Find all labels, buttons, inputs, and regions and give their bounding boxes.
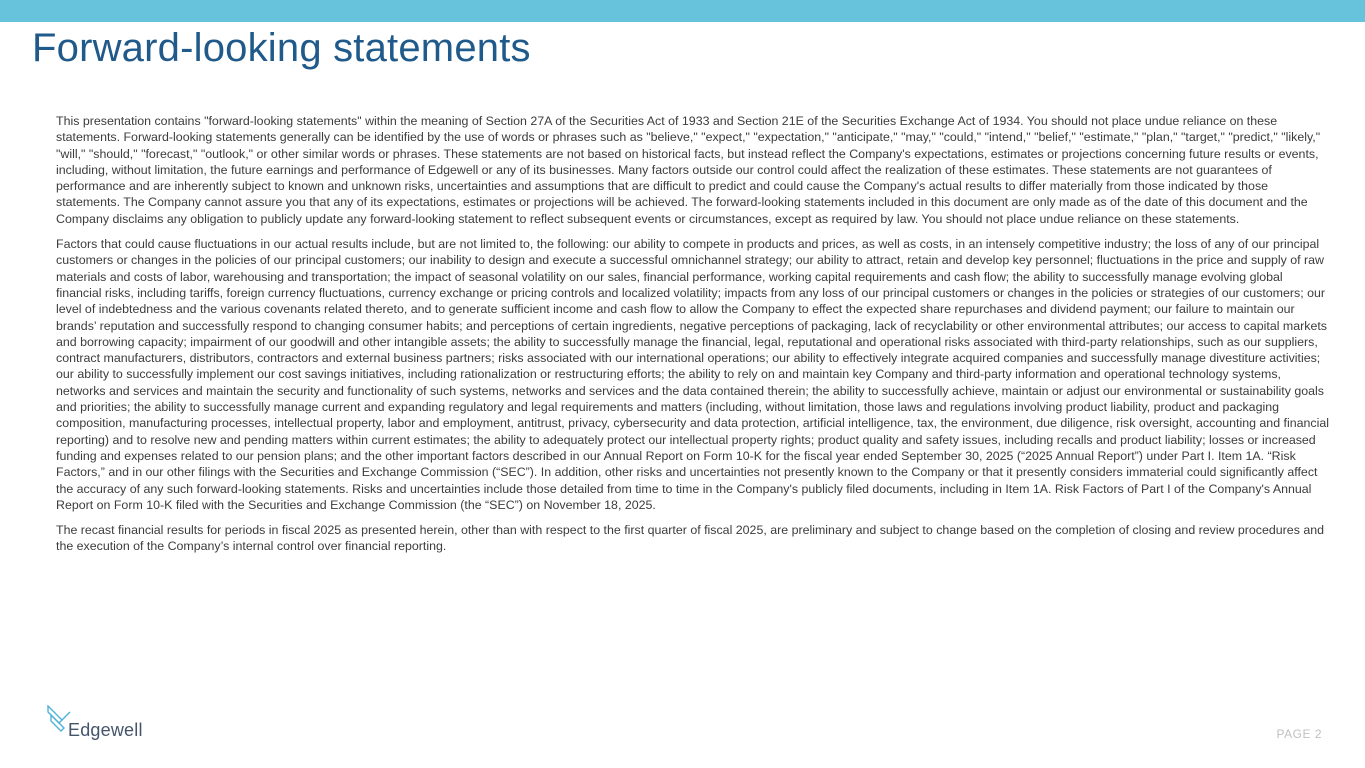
paragraph-forward-looking: This presentation contains "forward-looking statements" within the meaning of Section 27A of the Securities Act of 1933 and Section 21E of the Securities Exchange Act of 1934. You should not place undue reliance on these statements. Forward-looking statements generally can be identified by the use of words or phrases such as "believe," "expect," "expectation," "anticipate," "may," "could," "intend," "belief," "estimate," "plan," "target," "predict," "likely," "will," "should," "forecast," "outlook," or other similar words or phrases. These statements are not based on historical facts, but instead reflect the Company's expectations, estimates or projections concerning future results or events, including, without limitation, the future earnings and performance of Edgewell or any of its businesses. Many factors outside our control could affect the realization of these estimates. These statements are not guarantees of performance and are inherently subject to known and unknown risks, uncertainties and assumptions that are difficult to predict and could cause the Company's actual results to differ materially from those indicated by those statements. The Company cannot assure you that any of its expectations, estimates or projections will be achieved. The forward-looking statements included in this document are only made as of the date of this document and the Company disclaims any obligation to publicly update any forward-looking statement to reflect subsequent events or circumstances, except as required by law. You should not place undue reliance on these statements. xyxy=(56,114,1321,226)
paragraph-risk-factors: Factors that could cause fluctuations in our actual results include, but are not limited to, the following: our ability to compete in products and prices, as well as costs, in an intensely competitive industry; the loss of any of our principal customers or changes in the policies of our principal customers; our inability to design and execute a successful omnichannel strategy; our ability to attract, retain and develop key personnel; fluctuations in the price and supply of raw materials and costs of labor, warehousing and transportation; the impact of seasonal volatility on our sales, financial performance, working capital requirements and cash flow; the ability to successfully manage evolving global financial risks, including tariffs, foreign currency fluctuations, currency exchange or pricing controls and localized volatility; impacts from any loss of our principal customers or changes in the policies or strategies of our customers; our level of indebtedness and the various covenants related thereto, and to generate sufficient income and cash flow to allow the Company to effect the expected share repurchases and dividend payment; our failure to maintain our brands’ reputation and successfully respond to changing consumer habits; and perceptions of certain ingredients, negative perceptions of packaging, lack of recyclability or other environmental attributes; our access to capital markets and borrowing capacity; impairment of our goodwill and other intangible assets; the ability to successfully manage the financial, legal, reputational and operational risks associated with third-party relationships, such as our suppliers, contract manufacturers, distributors, contractors and external business partners; risks associated with our international operations; our ability to effectively integrate acquired companies and successfully manage divestiture activities; our ability to successfully implement our cost savings initiatives, including rationalization or restructuring efforts; the ability to rely on and maintain key Company and third-party information and operational technology systems, networks and services and maintain the security and functionality of such systems, networks and services and the data contained therein; the ability to successfully achieve, maintain or adjust our environmental or sustainability goals and priorities; the ability to successfully manage current and expanding regulatory and legal requirements and matters (including, without limitation, those laws and regulations involving product liability, product and packaging composition, manufacturing processes, intellectual property, labor and employment, antitrust, privacy, cybersecurity and data protection, artificial intelligence, tax, the environment, due diligence, risk oversight, accounting and financial reporting) and to resolve new and pending matters within current estimates; the ability to adequately protect our intellectual property rights; product quality and safety issues, including recalls and product liability; losses or increased funding and expenses related to our pension plans; and the other important factors described in our Annual Report on Form 10-K for the fiscal year ended September 30, 2025 (“2025 Annual Report”) under Part I. Item 1A. “Risk Factors,” and in our other filings with the Securities and Exchange Commission (“SEC”). In addition, other risks and uncertainties not presently known to the Company or that it presently considers immaterial could significantly affect the accuracy of any such forward-looking statements. Risks and uncertainties include those detailed from time to time in the Company's publicly filed documents, including in Item 1A. Risk Factors of Part I of the Company's Annual Report on Form 10-K filed with the Securities and Exchange Commission (the “SEC”) on November 18, 2025. xyxy=(56,237,1329,512)
slide-body xyxy=(56,113,1331,564)
paragraph-recast-results: The recast financial results for periods in fiscal 2025 as presented herein, other than with respect to the first quarter of fiscal 2025, are preliminary and subject to change based on the completion of closing and review procedures and the execution of the Company’s internal control over financial reporting. xyxy=(56,523,1325,554)
edgewell-logo-text: Edgewell xyxy=(68,720,143,740)
page-number: PAGE 2 xyxy=(1276,727,1322,741)
edgewell-logo xyxy=(46,705,156,745)
top-accent-bar xyxy=(0,0,1365,22)
slide-title: Forward-looking statements xyxy=(32,26,531,70)
